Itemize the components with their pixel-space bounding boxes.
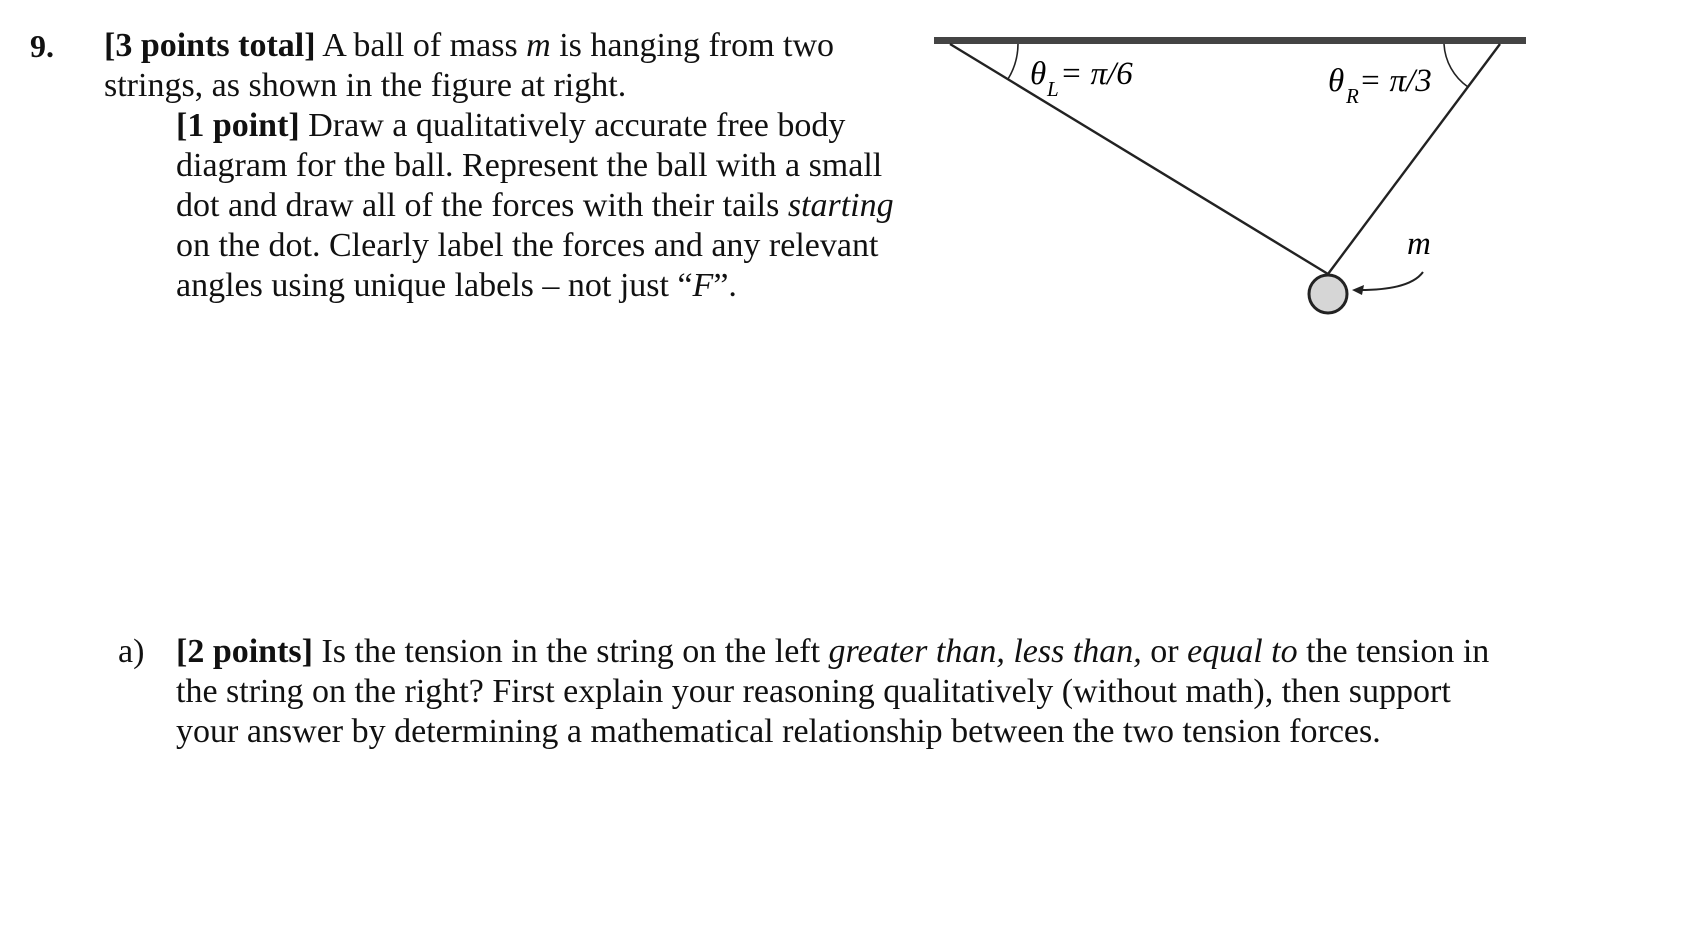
theta-right-value: = π/3 (1359, 63, 1432, 99)
part-a-text-a: Is the tension in the string on the left (321, 633, 829, 670)
theta-left-subscript: L (1047, 77, 1059, 101)
part-a-body (176, 632, 1518, 752)
part1-force-symbol: F (692, 267, 714, 304)
mass-label: m (1407, 226, 1431, 262)
right-angle-arc (1444, 44, 1468, 87)
mass-symbol: m (526, 27, 551, 64)
theta-left-symbol: θ (1030, 56, 1047, 92)
part1-text-a: Draw a qualitatively accurate free body diagram for the ball. Represent the ball with a small dot and draw all of the forces with their tails (176, 107, 883, 224)
total-points: [3 points total] (104, 27, 316, 64)
left-string (950, 44, 1328, 274)
ball (1309, 275, 1347, 313)
intro-text-end: is hanging from two strings, as shown in the figure at right. (104, 27, 835, 104)
part-a-text-b: or (1141, 633, 1188, 670)
figure-svg (920, 20, 1540, 330)
hanging-ball-figure (920, 20, 1540, 335)
part-a-points: [2 points] (176, 633, 313, 670)
part1-text-c: ”. (713, 267, 737, 304)
part-a-emphasis: greater than, less than, (828, 633, 1142, 670)
part-a (118, 632, 1518, 752)
part-a-emphasis-2: equal to (1187, 633, 1298, 670)
theta-left-value: = π/6 (1060, 56, 1133, 92)
ceiling-bar (934, 37, 1526, 44)
mass-pointer-arrowhead (1352, 285, 1364, 295)
part-free-body-diagram (176, 106, 896, 306)
part-a-letter: a) (118, 633, 145, 670)
left-angle-arc (1008, 44, 1018, 79)
theta-right-subscript: R (1346, 84, 1359, 108)
mass-pointer-arrow (1360, 272, 1423, 290)
question-number: 9. (30, 28, 54, 64)
intro-text-start: A ball of mass (322, 27, 527, 64)
theta-right-symbol: θ (1328, 63, 1345, 99)
part1-text-b: on the dot. Clearly label the forces and any relevant angles using unique labels – not just “ (176, 227, 879, 304)
part1-points: [1 point] (176, 107, 300, 144)
part-a-text-c: the tension in the string on the right? First explain your reasoning qualitatively (without math), then support your answer by determining a mathematical relationship between the two tension forces. (176, 633, 1490, 750)
part1-emphasis: starting (787, 187, 894, 224)
question-intro (104, 26, 894, 106)
